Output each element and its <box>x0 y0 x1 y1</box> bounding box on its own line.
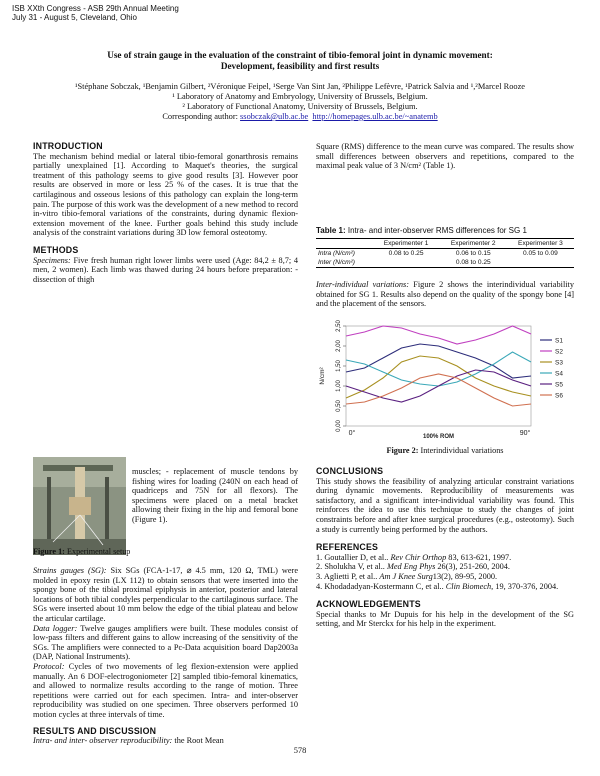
figure-2-chart <box>316 318 574 442</box>
ref-rest: 83, 613-621, 1997. <box>446 552 512 562</box>
legend-label: S4 <box>555 370 563 378</box>
experimental-setup-image <box>33 457 126 555</box>
series-line-s2 <box>346 326 531 344</box>
ref-rest: 26(3), 251-260, 2004. <box>435 562 510 572</box>
page-number: 578 <box>293 746 307 755</box>
legend-label: S3 <box>555 359 563 367</box>
table-header-cell <box>316 239 373 249</box>
interindividual-chart-svg <box>316 318 574 442</box>
reference-item <box>316 562 574 572</box>
ref-num: 4. <box>316 581 323 591</box>
strain-gauges-paragraph <box>33 566 298 624</box>
table-cell: 0.08 to 0.25 <box>373 258 574 268</box>
inter-text: Figure 2 shows the interindividual variability obtained for SG 1. Results also depend on the quality of the spongy bone [4] and the placement of the sensors. <box>316 280 575 309</box>
inter-individual-paragraph <box>316 280 574 309</box>
y-tick-label: 2,00 <box>336 340 342 352</box>
specimens-label: Specimens: <box>33 255 71 265</box>
logger-text: Twelve gauges amplifiers were built. These modules consist of low-pass filters and different gains to allow increasing of the sensitivity of the SGs. The amplifiers were connected to a Pc-Data acquisition board Dap2003a (DAP, National Instruments). <box>33 623 298 662</box>
legend-label: S6 <box>555 392 563 400</box>
figure-2-text: Interindividual variations <box>420 446 504 455</box>
ref-journal: Am J Knee Surg <box>379 571 433 581</box>
ref-journal: Rev Chir Orthop <box>390 552 447 562</box>
y-tick-label: 0,00 <box>336 420 342 432</box>
left-column-lower <box>33 566 298 746</box>
right-column-top <box>316 142 574 171</box>
conference-header <box>12 4 179 22</box>
ref-authors: Goutallier D, et al.. <box>324 552 389 562</box>
left-column <box>33 142 298 284</box>
author-list: ¹Stéphane Sobczak, ¹Benjamin Gilbert, ²Véronique Feipel, ¹Serge Van Sint Jan, ²Philippe Lefèvre, ¹Patrick Salvia and ¹,²Marcel Rooze <box>74 82 526 91</box>
y-tick-label: 0,50 <box>336 400 342 412</box>
table-header-row <box>316 239 574 249</box>
conclusions-heading: CONCLUSIONS <box>316 466 384 476</box>
ref-rest: 13(2), 89-95, 2000. <box>432 571 498 581</box>
protocol-paragraph <box>33 662 298 720</box>
table-header-cell: Experimenter 3 <box>507 239 574 249</box>
title-line-1: Use of strain gauge in the evaluation of the constraint of tibio-femoral joint in dynamic movement: <box>107 50 493 60</box>
series-line-s6 <box>346 374 531 406</box>
legend-label: S2 <box>555 348 563 356</box>
corresponding-author <box>20 112 580 122</box>
sg-text: Six SGs (FCA-1-17, ⌀ 4.5 mm, 120 Ω, TML) were molded in epoxy resin (LX 112) to obtain sensors that were inserted into the spongy bone of the tibial proximal epiphysis in anterior, posterior and lateral locations of both tibial condyles perpendicular to the cartilaginous surface. The SGs were inserted about 10 mm below the edge of the tibial plateau and below the articular cartilage. <box>33 566 298 623</box>
table-1 <box>316 226 574 268</box>
table-cell: 0.05 to 0.09 <box>522 250 558 257</box>
header-line-1: ISB XXth Congress - ASB 29th Annual Meeting <box>12 4 179 13</box>
header-line-2: July 31 - August 5, Cleveland, Ohio <box>12 13 137 22</box>
ref-num: 1. <box>316 552 323 562</box>
inter-individual-text-block <box>316 280 574 309</box>
table-1-title: Intra- and inter-observer RMS differences for SG 1 <box>347 226 527 235</box>
logger-label: Data logger: <box>33 623 78 633</box>
protocol-label: Protocol: <box>33 661 65 671</box>
rms-table <box>316 238 574 268</box>
references-heading: REFERENCES <box>316 542 379 553</box>
reproducibility-paragraph <box>33 736 298 746</box>
protocol-text: Cycles of two movements of leg flexion-extension were applied manually. An 6 DOF-electrogoniometer [2] sampled tibio-femoral kinematics, and allowed to normalize results according to the range of motion. Three repetitions were carried out for each specimen. Intra- and inter-observer reproducibility was studied on one specimen. Three observers performed 10 motion cycles at three intervals of time. <box>33 661 298 719</box>
affiliation-2: ² Laboratory of Functional Anatomy, University of Brussels, Belgium. <box>182 102 418 111</box>
affiliation-1: ¹ Laboratory of Anatomy and Embryology, University of Brussels, Belgium. <box>172 92 428 101</box>
references-list <box>316 553 574 591</box>
ref-num: 3. <box>316 571 323 581</box>
sg-label: Strains gauges (SG): <box>33 566 107 575</box>
reference-item <box>316 582 574 592</box>
right-column-lower <box>316 467 574 629</box>
y-tick-label: 2,50 <box>336 320 342 332</box>
table-row <box>316 258 574 268</box>
specimens-text-2: muscles; - replacement of muscle tendons by fishing wires for loading (240N on each head of quadriceps and 75N for all flexors). The specimens were placed on a metal bracket allowing their fixing in the hip and femoral bone (Figure 1). <box>132 467 298 524</box>
conclusions-text: This study shows the feasibility of analyzing articular constraint variations during dynamic movements. Reproducibility of measurements was satisfactory, and a significant inter-individual variability was found. This reinforces the idea to use this technique to study the changes of joint constraints before and after knee surgical procedures (e.g., osteotomy). Such a study is currently being performed by the authors. <box>316 476 574 534</box>
reference-item <box>316 572 574 582</box>
introduction-heading: INTRODUCTION <box>33 141 103 151</box>
ref-authors: Aglietti P, et al.. <box>323 571 378 581</box>
acknowledgements-heading: ACKNOWLEDGEMENTS <box>316 599 421 610</box>
ref-journal: Clin Biomech <box>445 581 492 591</box>
table-1-caption <box>316 226 574 235</box>
legend-label: S1 <box>555 337 563 345</box>
ref-journal: Med Eng Phys <box>386 562 436 572</box>
corresponding-label: Corresponding author: <box>162 112 238 121</box>
ref-authors: Khodadadyan-Kostermann C, et al.. <box>324 581 444 591</box>
reproducibility-text-2: Square (RMS) difference to the mean curve was compared. The results show small differences between observers and repetitions, compared to the maximal peak value of 3 N/cm² (Table 1). <box>316 142 574 171</box>
homepage-link[interactable]: http://homepages.ulb.ac.be/~anatemb <box>312 112 438 121</box>
table-1-label: Table 1: <box>316 226 346 235</box>
figure-2-label: Figure 2: <box>386 446 419 455</box>
y-axis-label: N/cm² <box>319 367 326 385</box>
figure-1-label: Figure 1: <box>33 547 65 556</box>
reproducibility-text-1: the Root Mean <box>174 736 224 746</box>
table-cell: 0.06 to 0.15 <box>455 250 491 257</box>
specimens-paragraph <box>33 256 298 285</box>
legend-label: S5 <box>555 381 563 389</box>
figure-1-caption <box>33 547 163 557</box>
introduction-text: The mechanism behind medial or lateral tibio-femoral gonarthrosis remains partially unexplained [1]. According to Maquet's theories, the surgical treatment of this pathology seems to give good results [3]. However poor results are observed in more or less 25 % of the cases. It is true that the cartilaginous and osseous lesions of this pathology can explain the long-term pain. The purpose of this work was the development of a new method to record in-vitro tibio-femoral variations of the constraints, during dynamic flexion-extension movement of the knee. Further goals behind this study include analysis of the constraint variations during 3D low femoral osteotomy. <box>33 151 298 238</box>
specimens-text-1: Five fresh human right lower limbs were used (Age: 84,2 ± 8,7; 4 men, 2 women). Each limb was thawed during 24 hours before preparation: - dissection of thigh <box>33 255 298 284</box>
figure-2-caption <box>316 446 574 456</box>
series-line-s5 <box>346 370 531 402</box>
ref-num: 2. <box>316 562 323 572</box>
table-cell: Intra (N/cm²) <box>318 250 355 257</box>
paper-title <box>40 50 560 72</box>
ref-rest: , 19, 370-376, 2004. <box>491 581 559 591</box>
series-line-s3 <box>346 356 531 398</box>
inter-label: Inter-individual variations: <box>316 280 410 289</box>
series-line-s4 <box>346 352 531 386</box>
x-tick-label: 90° <box>519 430 531 437</box>
results-heading: RESULTS AND DISCUSSION <box>33 725 157 736</box>
series-line-s1 <box>346 344 531 378</box>
y-tick-label: 1,50 <box>336 360 342 372</box>
y-tick-label: 1,00 <box>336 380 342 392</box>
specimens-wrap <box>132 467 298 525</box>
ref-authors: Sholukha V, et al.. <box>324 562 385 572</box>
acknowledgements-text: Special thanks to Mr Dupuis for his help in the development of the SG setting, and Mr Sterckx for his help in the experiment. <box>316 609 574 629</box>
title-line-2: Development, feasibility and first results <box>220 61 380 71</box>
experimental-setup-photo <box>33 457 126 555</box>
reproducibility-label: Intra- and inter- observer reproducibility: <box>33 736 173 746</box>
table-header-cell: Experimenter 2 <box>440 239 507 249</box>
figure-1-text: Experimental setup <box>66 547 131 556</box>
table-header-cell: Experimenter 1 <box>373 239 440 249</box>
reference-item <box>316 553 574 563</box>
table-row <box>316 249 574 259</box>
x-axis-label: 100% ROM <box>422 434 455 440</box>
methods-heading: METHODS <box>33 244 79 255</box>
data-logger-paragraph <box>33 624 298 662</box>
author-block <box>20 82 580 122</box>
table-cell: 0.08 to 0.25 <box>388 250 424 257</box>
email-link[interactable]: ssobczak@ulb.ac.be <box>240 112 309 121</box>
table-cell: Inter (N/cm²) <box>316 258 373 268</box>
x-tick-label: 0° <box>348 430 356 437</box>
